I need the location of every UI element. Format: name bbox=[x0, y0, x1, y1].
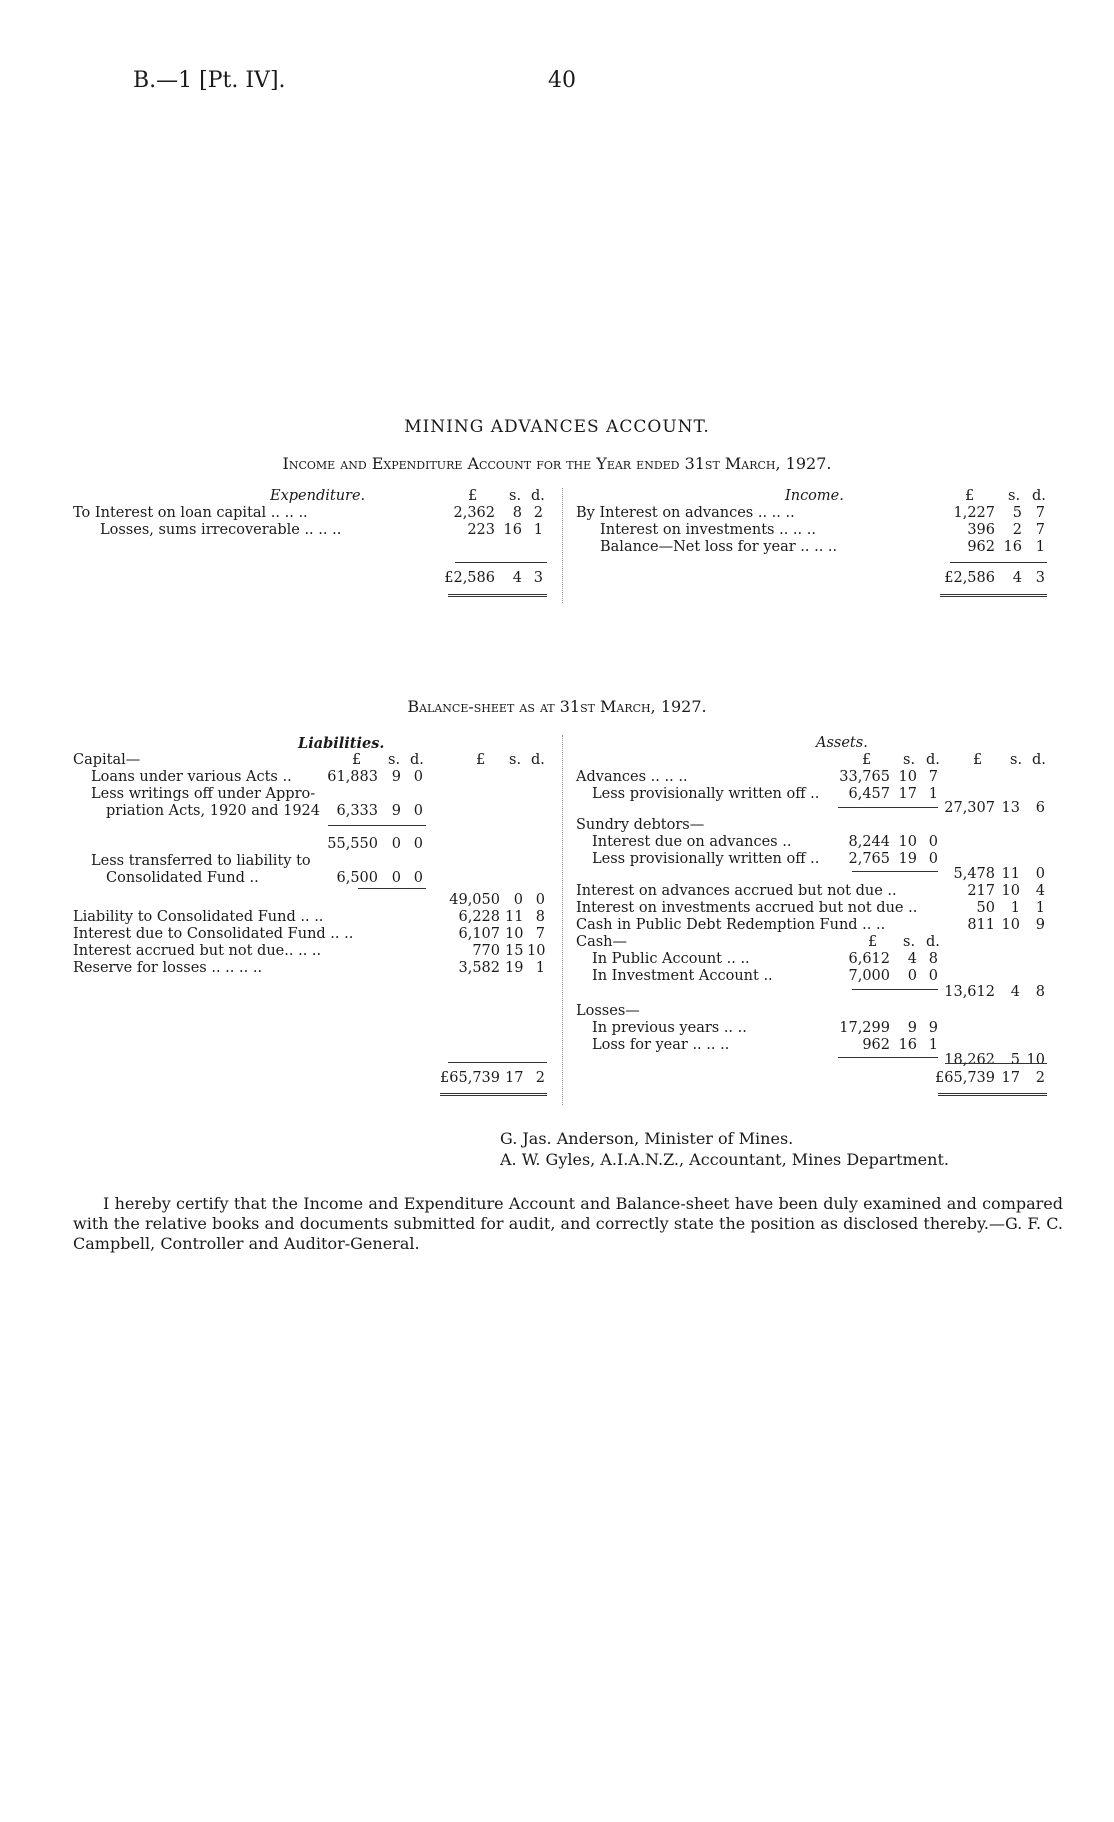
asset-pence: 4 bbox=[1035, 883, 1045, 899]
capital-label: Capital— bbox=[73, 752, 141, 768]
cash-public-label: In Public Account .. .. bbox=[592, 951, 750, 967]
subtotal-shillings: 0 bbox=[391, 836, 401, 852]
advances-pence: 7 bbox=[928, 769, 938, 785]
rule bbox=[852, 989, 938, 990]
income-pence: 7 bbox=[1035, 522, 1045, 538]
loans-shillings: 9 bbox=[391, 769, 401, 785]
col-head-shillings: s. bbox=[388, 752, 401, 768]
col-head-pence: d. bbox=[926, 752, 940, 768]
col-head-shillings: s. bbox=[1008, 488, 1021, 504]
sundry-interest-shillings: 10 bbox=[898, 834, 917, 850]
column-divider bbox=[562, 735, 563, 1105]
loans-pence: 0 bbox=[413, 769, 423, 785]
rule bbox=[945, 1063, 1047, 1064]
advances-less-shillings: 17 bbox=[898, 786, 917, 802]
advances-shillings: 10 bbox=[898, 769, 917, 785]
loss-for-year-pounds: 962 bbox=[862, 1037, 890, 1053]
liabilities-heading: Liabilities. bbox=[298, 735, 385, 752]
advances-less-pounds: 6,457 bbox=[848, 786, 890, 802]
asset-pence: 9 bbox=[1035, 917, 1045, 933]
bs-subtitle: Balance-sheet as at 31st March, 1927. bbox=[407, 697, 707, 716]
col-head-pence: d. bbox=[926, 934, 940, 950]
liability-pounds: 6,228 bbox=[458, 909, 500, 925]
advances-net-pence: 6 bbox=[1035, 800, 1045, 816]
col-head-pence: d. bbox=[531, 752, 545, 768]
liability-pence: 7 bbox=[535, 926, 545, 942]
cash-total-shillings: 4 bbox=[1010, 984, 1020, 1000]
col-head-shillings: s. bbox=[509, 752, 522, 768]
cash-invest-label: In Investment Account .. bbox=[592, 968, 773, 984]
account-title: MINING ADVANCES ACCOUNT. bbox=[404, 417, 710, 437]
income-shillings: 5 bbox=[1012, 505, 1022, 521]
col-head-pounds: £ bbox=[862, 752, 872, 768]
expenditure-shillings: 8 bbox=[512, 505, 522, 521]
sundry-net-shillings: 11 bbox=[1001, 866, 1020, 882]
expenditure-label: Losses, sums irrecoverable .. .. .. bbox=[100, 522, 342, 538]
col-head-shillings: s. bbox=[509, 488, 522, 504]
less-writings-label: Less writings off under Appro- bbox=[91, 786, 316, 802]
sundry-less-shillings: 19 bbox=[898, 851, 917, 867]
double-rule bbox=[938, 1093, 1047, 1096]
sundry-less-pounds: 2,765 bbox=[848, 851, 890, 867]
signature-minister: G. Jas. Anderson, Minister of Mines. bbox=[500, 1129, 794, 1148]
audit-certificate: I hereby certify that the Income and Expenditure Account and Balance-sheet have been duly examined and compared with the relative books and documents submitted for audit, and correctly state the position as disclosed thereby.—G. F. C. Campbell, Controller and Auditor-General. bbox=[73, 1194, 1063, 1253]
rule bbox=[455, 562, 547, 563]
col-head-shillings: s. bbox=[903, 934, 916, 950]
liability-shillings: 15 bbox=[505, 943, 524, 959]
loss-for-year-pence: 1 bbox=[928, 1037, 938, 1053]
liability-shillings: 11 bbox=[505, 909, 524, 925]
subtotal-pence: 0 bbox=[413, 836, 423, 852]
col-head-shillings: s. bbox=[903, 752, 916, 768]
col-head-pence: d. bbox=[1032, 488, 1046, 504]
losses-previous-label: In previous years .. .. bbox=[592, 1020, 747, 1036]
col-head-pence: d. bbox=[531, 488, 545, 504]
income-total-pounds: £2,586 bbox=[944, 570, 995, 586]
losses-previous-shillings: 9 bbox=[907, 1020, 917, 1036]
income-total-shillings: 4 bbox=[1012, 570, 1022, 586]
liability-label: Interest accrued but not due.. .. .. bbox=[73, 943, 322, 959]
sundry-less-pence: 0 bbox=[928, 851, 938, 867]
less-shillings: 9 bbox=[391, 803, 401, 819]
asset-label: Interest on investments accrued but not due .. bbox=[576, 900, 918, 916]
assets-heading: Assets. bbox=[816, 735, 868, 751]
liability-pounds: 3,582 bbox=[458, 960, 500, 976]
transfer-label: Less transferred to liability to bbox=[91, 853, 311, 869]
liabilities-total-shillings: 17 bbox=[505, 1070, 524, 1086]
expenditure-pounds: 2,362 bbox=[453, 505, 495, 521]
rule bbox=[358, 888, 426, 889]
col-head-pounds: £ bbox=[973, 752, 983, 768]
signature-accountant: A. W. Gyles, A.I.A.N.Z., Accountant, Mines Department. bbox=[500, 1150, 949, 1169]
loss-for-year-label: Loss for year .. .. .. bbox=[592, 1037, 730, 1053]
income-pounds: 962 bbox=[967, 539, 995, 555]
income-label: By Interest on advances .. .. .. bbox=[576, 505, 795, 521]
cash-label: Cash— bbox=[576, 934, 628, 950]
asset-pence: 1 bbox=[1035, 900, 1045, 916]
losses-total-pounds: 18,262 bbox=[944, 1052, 995, 1068]
liability-label: Reserve for losses .. .. .. .. bbox=[73, 960, 263, 976]
asset-shillings: 10 bbox=[1001, 883, 1020, 899]
capital-total-pence: 0 bbox=[535, 892, 545, 908]
income-label: Balance—Net loss for year .. .. .. bbox=[600, 539, 838, 555]
liability-pence: 8 bbox=[535, 909, 545, 925]
capital-total-shillings: 0 bbox=[513, 892, 523, 908]
cash-invest-pence: 0 bbox=[928, 968, 938, 984]
col-head-pounds: £ bbox=[965, 488, 975, 504]
double-rule bbox=[940, 594, 1047, 597]
losses-total-shillings: 5 bbox=[1010, 1052, 1020, 1068]
sundry-interest-pounds: 8,244 bbox=[848, 834, 890, 850]
income-pounds: 396 bbox=[967, 522, 995, 538]
rule bbox=[838, 807, 938, 808]
sundry-interest-pence: 0 bbox=[928, 834, 938, 850]
capital-total-pounds: 49,050 bbox=[449, 892, 500, 908]
advances-less-pence: 1 bbox=[928, 786, 938, 802]
col-head-pounds: £ bbox=[476, 752, 486, 768]
cash-total-pounds: 13,612 bbox=[944, 984, 995, 1000]
advances-label: Advances .. .. .. bbox=[576, 769, 688, 785]
rule bbox=[950, 562, 1047, 563]
cash-public-shillings: 4 bbox=[907, 951, 917, 967]
asset-pounds: 217 bbox=[967, 883, 995, 899]
double-rule bbox=[440, 1093, 547, 1096]
col-head-shillings: s. bbox=[1010, 752, 1023, 768]
cash-invest-shillings: 0 bbox=[907, 968, 917, 984]
advances-net-pounds: 27,307 bbox=[944, 800, 995, 816]
expenditure-pence: 1 bbox=[533, 522, 543, 538]
cash-public-pounds: 6,612 bbox=[848, 951, 890, 967]
subtotal-pounds: 55,550 bbox=[327, 836, 378, 852]
asset-label: Cash in Public Debt Redemption Fund .. .. bbox=[576, 917, 886, 933]
liabilities-total-pence: 2 bbox=[535, 1070, 545, 1086]
rule bbox=[448, 1062, 547, 1063]
loans-label: Loans under various Acts .. bbox=[91, 769, 292, 785]
liability-label: Liability to Consolidated Fund .. .. bbox=[73, 909, 324, 925]
rule bbox=[852, 871, 938, 872]
less-pence: 0 bbox=[413, 803, 423, 819]
expenditure-pounds: 223 bbox=[467, 522, 495, 538]
col-head-pounds: £ bbox=[468, 488, 478, 504]
expenditure-total-shillings: 4 bbox=[512, 570, 522, 586]
sundry-net-pence: 0 bbox=[1035, 866, 1045, 882]
liability-pounds: 6,107 bbox=[458, 926, 500, 942]
asset-shillings: 1 bbox=[1010, 900, 1020, 916]
sundry-debtors-label: Sundry debtors— bbox=[576, 817, 705, 833]
liability-shillings: 19 bbox=[505, 960, 524, 976]
asset-pounds: 50 bbox=[976, 900, 995, 916]
assets-total-pence: 2 bbox=[1035, 1070, 1045, 1086]
losses-previous-pounds: 17,299 bbox=[839, 1020, 890, 1036]
losses-label: Losses— bbox=[576, 1003, 640, 1019]
column-divider bbox=[562, 488, 563, 603]
income-pounds: 1,227 bbox=[953, 505, 995, 521]
losses-previous-pence: 9 bbox=[928, 1020, 938, 1036]
assets-total-shillings: 17 bbox=[1001, 1070, 1020, 1086]
asset-pounds: 811 bbox=[967, 917, 995, 933]
advances-pounds: 33,765 bbox=[839, 769, 890, 785]
income-total-pence: 3 bbox=[1035, 570, 1045, 586]
advances-net-shillings: 13 bbox=[1001, 800, 1020, 816]
expenditure-total-pence: 3 bbox=[533, 570, 543, 586]
losses-total-pence: 10 bbox=[1026, 1052, 1045, 1068]
col-head-pounds: £ bbox=[352, 752, 362, 768]
loss-for-year-shillings: 16 bbox=[898, 1037, 917, 1053]
loans-pounds: 61,883 bbox=[327, 769, 378, 785]
asset-label: Interest on advances accrued but not due .. bbox=[576, 883, 897, 899]
income-heading: Income. bbox=[785, 488, 844, 504]
rule bbox=[328, 825, 426, 826]
col-head-pence: d. bbox=[1032, 752, 1046, 768]
transfer-pence: 0 bbox=[413, 870, 423, 886]
asset-shillings: 10 bbox=[1001, 917, 1020, 933]
rule bbox=[838, 1057, 938, 1058]
liability-label: Interest due to Consolidated Fund .. .. bbox=[73, 926, 354, 942]
expenditure-total-pounds: £2,586 bbox=[444, 570, 495, 586]
document-reference: B.—1 [Pt. IV]. bbox=[133, 68, 286, 93]
transfer-pounds: 6,500 bbox=[336, 870, 378, 886]
liability-pounds: 770 bbox=[472, 943, 500, 959]
cash-total-pence: 8 bbox=[1035, 984, 1045, 1000]
expenditure-shillings: 16 bbox=[503, 522, 522, 538]
page-number: 40 bbox=[548, 68, 576, 93]
col-head-pounds: £ bbox=[868, 934, 878, 950]
sundry-interest-label: Interest due on advances .. bbox=[592, 834, 792, 850]
ie-subtitle: Income and Expenditure Account for the Year ended 31st March, 1927. bbox=[282, 454, 832, 473]
transfer-shillings: 0 bbox=[391, 870, 401, 886]
income-pence: 1 bbox=[1035, 539, 1045, 555]
liability-shillings: 10 bbox=[505, 926, 524, 942]
liability-pence: 10 bbox=[527, 943, 546, 959]
expenditure-label: To Interest on loan capital .. .. .. bbox=[73, 505, 308, 521]
less-pounds: 6,333 bbox=[336, 803, 378, 819]
sundry-net-pounds: 5,478 bbox=[953, 866, 995, 882]
cash-invest-pounds: 7,000 bbox=[848, 968, 890, 984]
income-shillings: 16 bbox=[1003, 539, 1022, 555]
income-label: Interest on investments .. .. .. bbox=[600, 522, 816, 538]
cash-public-pence: 8 bbox=[928, 951, 938, 967]
income-pence: 7 bbox=[1035, 505, 1045, 521]
assets-total-pounds: £65,739 bbox=[935, 1070, 995, 1086]
advances-less-label: Less provisionally written off .. bbox=[592, 786, 820, 802]
expenditure-pence: 2 bbox=[533, 505, 543, 521]
transfer-label-cont: Consolidated Fund .. bbox=[106, 870, 259, 886]
expenditure-heading: Expenditure. bbox=[270, 488, 366, 504]
col-head-pence: d. bbox=[410, 752, 424, 768]
double-rule bbox=[448, 594, 547, 597]
liability-pence: 1 bbox=[535, 960, 545, 976]
less-writings-label-cont: priation Acts, 1920 and 1924 bbox=[106, 803, 321, 819]
income-shillings: 2 bbox=[1012, 522, 1022, 538]
sundry-less-label: Less provisionally written off .. bbox=[592, 851, 820, 867]
liabilities-total-pounds: £65,739 bbox=[440, 1070, 500, 1086]
